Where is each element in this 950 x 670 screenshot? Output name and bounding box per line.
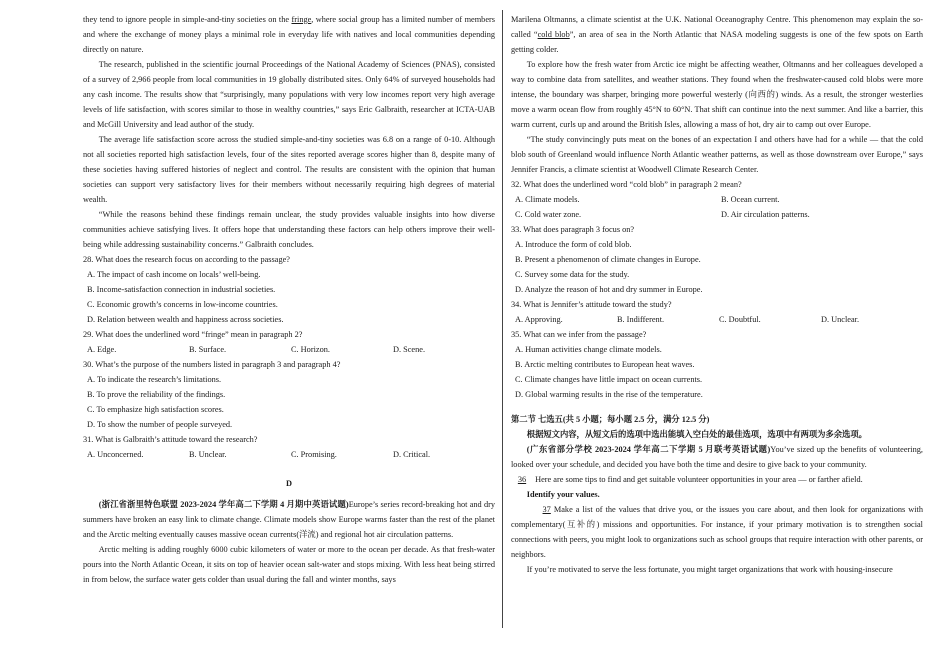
q34-option-c[interactable]: C. Doubtful.: [719, 315, 761, 324]
section-2-title: 第二节 七选五(共 5 小题；每小题 2.5 分，满分 12.5 分): [511, 415, 710, 424]
blank-37[interactable]: 37: [542, 505, 551, 514]
column-divider: [502, 10, 503, 628]
right-column: [511, 12, 923, 577]
q35-option-c[interactable]: C. Climate changes have little impact on ocean currents.: [515, 375, 703, 384]
q29-option-c[interactable]: C. Horizon.: [291, 345, 330, 354]
cloze-paragraph-3: 37 Make a list of the values that drive you, or the issues you care about, and then look for organizations with complementary(互补的) missions and opportunities. For instance, if your primary motivation is to strengthen social connections with peers, you might look to organizations such as school groups that require interaction with other parents, or neighbors.: [511, 502, 923, 562]
question-29: 29. What does the underlined word “fringe” mean in paragraph 2?: [83, 330, 303, 339]
passage-d-paragraph-1: (浙江省浙里特色联盟 2023-2024 学年高二下学期 4 月期中英语试题)Europe’s series record-breaking hot and dry summers have broken an easy link to climate change. Climate models show Europe warms faster than the rest of the planet and the Arctic melting eventually causes massive ocean currents(洋流) and regional hot air circulation patterns.: [83, 500, 496, 539]
q32-option-d[interactable]: D. Air circulation patterns.: [721, 210, 810, 219]
underlined-word-cold-blob: cold blob: [537, 30, 570, 39]
q30-option-d[interactable]: D. To show the number of people surveyed.: [87, 420, 233, 429]
q30-option-c[interactable]: C. To emphasize high satisfaction scores.: [87, 405, 224, 414]
q28-option-c[interactable]: C. Economic growth’s concerns in low-income countries.: [87, 300, 278, 309]
passage-d-source: (浙江省浙里特色联盟 2023-2024 学年高二下学期 4 月期中英语试题): [98, 500, 349, 509]
question-34: 34. What is Jennifer’s attitude toward the study?: [511, 300, 672, 309]
q33-option-d[interactable]: D. Analyze the reason of hot and dry summer in Europe.: [515, 285, 703, 294]
q32-option-a[interactable]: A. Climate models.: [515, 195, 580, 204]
cloze-paragraph-2: 36 Here are some tips to find and get suitable volunteer opportunities in your area — or farther afield.: [511, 472, 923, 487]
left-column: [83, 12, 495, 587]
passage-d-paragraph-2-cont: Marilena Oltmanns, a climate scientist at the U.K. National Oceanography Centre. This phenomenon may explain the so-called “cold blob”, an area of sea in the North Atlantic that NASA modeling suggests is one of the few spots on Earth getting colder.: [511, 15, 923, 54]
q34-option-d[interactable]: D. Unclear.: [821, 315, 860, 324]
q28-option-a[interactable]: A. The impact of cash income on locals’ well-being.: [87, 270, 261, 279]
cloze-paragraph-4: If you’re motivated to serve the less fortunate, you might target organizations that work with housing-insecure: [526, 565, 893, 574]
passage-d-paragraph-2: Arctic melting is adding roughly 6000 cubic kilometers of water or more to the ocean per decade. As that fresh-water pours into the North Atlantic Ocean, it sits on top of heavier ocean salt-water and stops mixing. With less heat being stirred in from below, the surface water gets colder than usual during the fall and winter months, says: [83, 545, 495, 584]
underlined-word-fringe: fringe: [291, 15, 312, 24]
paragraph-5: “While the reasons behind these findings remain unclear, the study provides valuable insights into how diverse communities achieve satisfying lives. It offers hope that understanding these factors can help others improve their well-being while addressing sustainability concerns.” Galbraith concludes.: [83, 210, 495, 249]
cloze-source: (广东省部分学校 2023-2024 学年高二下学期 5 月联考英语试题): [526, 445, 771, 454]
q33-option-c[interactable]: C. Survey some data for the study.: [515, 270, 630, 279]
q29-option-d[interactable]: D. Scene.: [393, 345, 426, 354]
q32-options-row1: [511, 192, 923, 207]
q32-option-b[interactable]: B. Ocean current.: [721, 195, 780, 204]
q31-option-d[interactable]: D. Critical.: [393, 450, 431, 459]
passage-d-paragraph-3: To explore how the fresh water from Arctic ice might be affecting weather, Oltmanns and her colleagues developed a way to combine data from satellites, and weather stations. They found when the freshwater-caused cold blobs were more intense, the boundary was sharper, bringing more powerful westerly (向西的) winds. As a result, the stronger westerlies move a warm ocean flow from roughly 45°N to 60°N. That shift can continue into the next summer. And like a barrier, this warm current, curls up and around the British Isles, allowing a mass of hot, dry air to camp out over Europe.: [511, 60, 923, 129]
q32-option-c[interactable]: C. Cold water zone.: [515, 210, 582, 219]
q30-option-a[interactable]: A. To indicate the research’s limitations.: [87, 375, 222, 384]
cloze-subheading: Identify your values.: [526, 490, 600, 499]
cloze-paragraph-1: (广东省部分学校 2023-2024 学年高二下学期 5 月联考英语试题)You’ve sized up the benefits of volunteering, looked over your schedule, and decided you have both the time and desire to give back to your community.: [511, 445, 923, 469]
q29-options: [83, 342, 495, 357]
question-30: 30. What’s the purpose of the numbers listed in paragraph 3 and paragraph 4?: [83, 360, 341, 369]
question-33: 33. What does paragraph 3 focus on?: [511, 225, 635, 234]
question-28: 28. What does the research focus on according to the passage?: [83, 255, 290, 264]
q35-option-a[interactable]: A. Human activities change climate models.: [515, 345, 662, 354]
q33-option-a[interactable]: A. Introduce the form of cold blob.: [515, 240, 632, 249]
section-d-heading: D: [286, 479, 292, 488]
q34-option-a[interactable]: A. Approving.: [515, 315, 563, 324]
q29-option-b[interactable]: B. Surface.: [189, 345, 227, 354]
q31-option-a[interactable]: A. Unconcerned.: [87, 450, 144, 459]
section-2-instructions: 根据短文内容，从短文后的选项中选出能填入空白处的最佳选项，选项中有两项为多余选项。: [526, 430, 867, 439]
q30-option-b[interactable]: B. To prove the reliability of the findings.: [87, 390, 226, 399]
q31-option-b[interactable]: B. Unclear.: [189, 450, 227, 459]
q28-option-d[interactable]: D. Relation between wealth and happiness across societies.: [87, 315, 284, 324]
paragraph-3: The research, published in the scientific journal Proceedings of the National Academy of Sciences (PNAS), consisted of a survey of 2,966 people from local communities in 19 globally distributed sites. Only 64% of surveyed households had any cash income. The results show that “surprisingly, many populations with very low incomes report very high average levels of life satisfaction, with scores similar to those in wealthy countries,” says Eric Galbraith, researcher at ICTA-UAB and McGill University and lead author of the study.: [83, 60, 495, 129]
blank-36[interactable]: 36: [517, 475, 527, 484]
paragraph-intro: they tend to ignore people in simple-and-tiny societies on the fringe, where social group has a limited number of members and where the exchange of money plays a minimal role in everyday life with natives and local communities depending directly on nature.: [83, 15, 495, 54]
q35-option-b[interactable]: B. Arctic melting contributes to European heat waves.: [515, 360, 695, 369]
q33-option-b[interactable]: B. Present a phenomenon of climate changes in Europe.: [515, 255, 701, 264]
q28-option-b[interactable]: B. Income-satisfaction connection in industrial societies.: [87, 285, 276, 294]
paragraph-4: The average life satisfaction score across the studied simple-and-tiny societies was 6.8 on a range of 0-10. Although not all societies reported high satisfaction levels, four of the sites reported average scores higher than 8, despite many of these societies having suffered histories of neglect and control. The results are consistent with the opinion that human societies can support very satisfactory lives for their members without necessarily requiring high degrees of material wealth.: [83, 135, 495, 204]
passage-d-paragraph-4: “The study convincingly puts meat on the bones of an expectation I and others have had for a while — that the cold blob south of Greenland would influence North Atlantic weather patterns, as well as those downstream over Europe,” says Jennifer Francis, a climate scientist at Woodwell Climate Research Center.: [511, 135, 923, 174]
question-31: 31. What is Galbraith’s attitude toward the research?: [83, 435, 258, 444]
q31-options: [83, 447, 495, 462]
q34-options: [511, 312, 923, 327]
q31-option-c[interactable]: C. Promising.: [291, 450, 337, 459]
q32-options-row2: [511, 207, 923, 222]
question-32: 32. What does the underlined word “cold blob” in paragraph 2 mean?: [511, 180, 742, 189]
q35-option-d[interactable]: D. Global warming results in the rise of the temperature.: [515, 390, 703, 399]
q34-option-b[interactable]: B. Indifferent.: [617, 315, 665, 324]
q29-option-a[interactable]: A. Edge.: [87, 345, 117, 354]
question-35: 35. What can we infer from the passage?: [511, 330, 647, 339]
